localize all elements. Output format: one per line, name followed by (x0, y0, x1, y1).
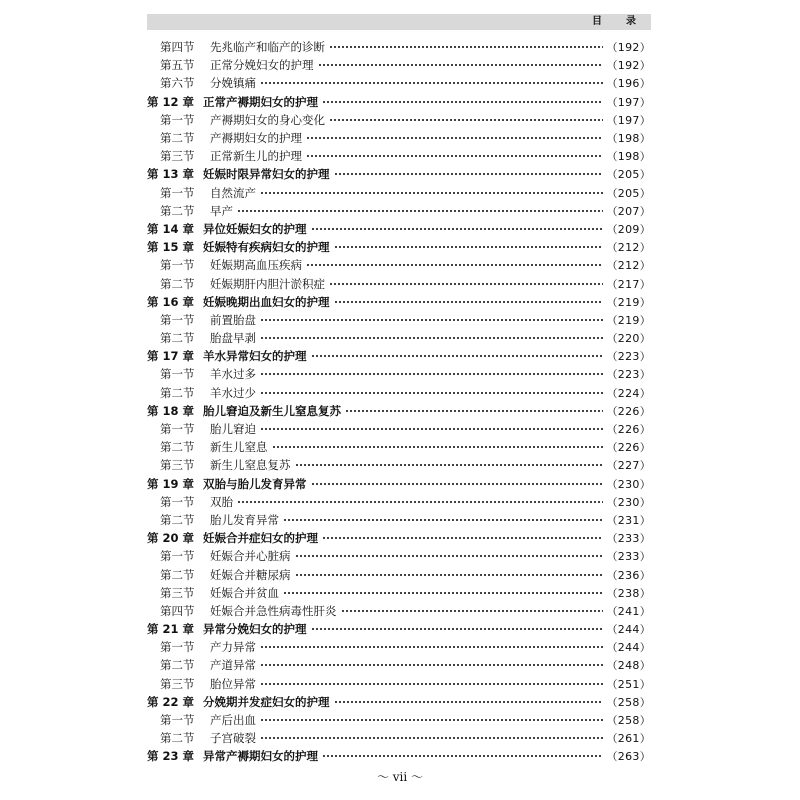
dot-leader (311, 482, 603, 486)
page-reference: （231） (606, 513, 651, 527)
chapter-title: 正常产褥期妇女的护理 (203, 94, 318, 109)
page-reference: （197） (606, 113, 651, 127)
section-title: 妊娠合并糖尿病 (210, 567, 291, 582)
toc-section-entry[interactable] (147, 111, 651, 129)
section-title: 产褥期妇女的护理 (210, 131, 302, 146)
chapter-title: 妊娠晚期出血妇女的护理 (203, 294, 330, 309)
section-number: 第二节 (160, 131, 195, 146)
page-reference: （263） (606, 750, 651, 764)
section-number: 第一节 (160, 258, 195, 273)
section-number: 第二节 (160, 440, 195, 455)
section-title: 妊娠期肝内胆汁淤积症 (210, 276, 325, 291)
toc-section-entry[interactable] (147, 493, 651, 511)
chapter-number: 第 17 章 (147, 349, 195, 364)
page-reference: （224） (606, 386, 651, 400)
dot-leader (283, 591, 603, 595)
chapter-number: 第 13 章 (147, 167, 195, 182)
section-number: 第二节 (160, 385, 195, 400)
toc-section-entry[interactable] (147, 184, 651, 202)
header-label: 目 录 (592, 16, 643, 27)
chapter-title: 异常分娩妇女的护理 (203, 622, 307, 637)
section-title: 妊娠合并贫血 (210, 585, 279, 600)
toc-section-entry[interactable] (147, 365, 651, 383)
section-title: 早产 (210, 203, 233, 218)
dot-leader (311, 227, 603, 231)
page-reference: （223） (606, 368, 651, 382)
page-reference: （197） (606, 95, 651, 109)
page-reference: （244） (606, 623, 651, 637)
chapter-number: 第 16 章 (147, 294, 195, 309)
section-title: 双胎 (210, 494, 233, 509)
section-number: 第二节 (160, 203, 195, 218)
page-reference: （230） (606, 477, 651, 491)
page-reference: （205） (606, 168, 651, 182)
dot-leader (311, 627, 603, 631)
page-reference: （238） (606, 586, 651, 600)
chapter-number: 第 14 章 (147, 221, 195, 236)
page-reference: （258） (606, 695, 651, 709)
page-reference: （220） (606, 332, 651, 346)
dot-leader (260, 645, 603, 649)
section-number: 第一节 (160, 494, 195, 509)
chapter-number: 第 12 章 (147, 94, 195, 109)
toc-chapter-entry[interactable] (147, 220, 651, 238)
toc-section-entry[interactable] (147, 256, 651, 274)
toc-section-entry[interactable] (147, 202, 651, 220)
section-title: 先兆临产和临产的诊断 (210, 40, 325, 55)
toc-section-entry[interactable] (147, 456, 651, 474)
toc-section-entry[interactable] (147, 274, 651, 292)
dot-leader (334, 245, 603, 249)
page-reference: （198） (606, 150, 651, 164)
section-number: 第三节 (160, 458, 195, 473)
section-title: 羊水过少 (210, 385, 256, 400)
section-number: 第二节 (160, 567, 195, 582)
page-reference: （192） (606, 41, 651, 55)
dot-leader (334, 172, 603, 176)
header-bar (147, 14, 651, 30)
toc-section-entry[interactable] (147, 311, 651, 329)
dot-leader (260, 427, 603, 431)
page-reference: （248） (606, 659, 651, 673)
chapter-number: 第 23 章 (147, 749, 195, 764)
toc-section-entry[interactable] (147, 565, 651, 583)
chapter-title: 羊水异常妇女的护理 (203, 349, 307, 364)
toc-section-entry[interactable] (147, 729, 651, 747)
toc-section-entry[interactable] (147, 511, 651, 529)
page-reference: （219） (606, 295, 651, 309)
section-title: 产后出血 (210, 713, 256, 728)
toc-section-entry[interactable] (147, 438, 651, 456)
page-reference: （209） (606, 222, 651, 236)
section-title: 妊娠合并急性病毒性肝炎 (210, 603, 337, 618)
section-title: 产力异常 (210, 640, 256, 655)
dot-leader (260, 736, 603, 740)
section-title: 胎盘早剥 (210, 331, 256, 346)
page-reference: （227） (606, 459, 651, 473)
section-number: 第二节 (160, 276, 195, 291)
toc-section-entry[interactable] (147, 656, 651, 674)
dot-leader (237, 209, 603, 213)
section-title: 正常分娩妇女的护理 (210, 58, 314, 73)
page-reference: （226） (606, 404, 651, 418)
dot-leader (334, 300, 603, 304)
toc-section-entry[interactable] (147, 711, 651, 729)
chapter-title: 异常产褥期妇女的护理 (203, 749, 318, 764)
section-number: 第二节 (160, 731, 195, 746)
dot-leader (260, 663, 603, 667)
page-reference: （207） (606, 204, 651, 218)
section-title: 妊娠合并心脏病 (210, 549, 291, 564)
page-reference: （192） (606, 59, 651, 73)
chapter-number: 第 19 章 (147, 476, 195, 491)
section-number: 第三节 (160, 149, 195, 164)
chapter-title: 双胎与胎儿发育异常 (203, 476, 307, 491)
dot-leader (295, 554, 603, 558)
toc-section-entry[interactable] (147, 384, 651, 402)
section-number: 第四节 (160, 603, 195, 618)
page-reference: （226） (606, 441, 651, 455)
chapter-number: 第 22 章 (147, 694, 195, 709)
toc-section-entry[interactable] (147, 129, 651, 147)
toc-section-entry[interactable] (147, 584, 651, 602)
section-title: 羊水过多 (210, 367, 256, 382)
toc-chapter-entry[interactable] (147, 165, 651, 183)
page-reference: （219） (606, 313, 651, 327)
section-number: 第二节 (160, 658, 195, 673)
toc-section-entry[interactable] (147, 38, 651, 56)
dot-leader (260, 391, 603, 395)
dot-leader (260, 318, 603, 322)
page-reference: （223） (606, 350, 651, 364)
toc-chapter-entry[interactable] (147, 402, 651, 420)
section-number: 第四节 (160, 40, 195, 55)
page-reference: （226） (606, 423, 651, 437)
page-reference: （212） (606, 241, 651, 255)
page-reference: （261） (606, 732, 651, 746)
page-reference: （205） (606, 186, 651, 200)
page-reference: （198） (606, 132, 651, 146)
toc-section-entry[interactable] (147, 329, 651, 347)
section-number: 第三节 (160, 585, 195, 600)
section-title: 胎位异常 (210, 676, 256, 691)
section-number: 第一节 (160, 713, 195, 728)
section-title: 妊娠期高血压疾病 (210, 258, 302, 273)
page-reference: （230） (606, 495, 651, 509)
toc-section-entry[interactable] (147, 56, 651, 74)
section-number: 第一节 (160, 422, 195, 437)
section-number: 第二节 (160, 331, 195, 346)
dot-leader (306, 263, 603, 267)
section-number: 第五节 (160, 58, 195, 73)
section-number: 第一节 (160, 367, 195, 382)
toc-section-entry[interactable] (147, 675, 651, 693)
dot-leader (260, 718, 603, 722)
toc-chapter-entry[interactable] (147, 238, 651, 256)
dot-leader (295, 463, 603, 467)
chapter-title: 分娩期并发症妇女的护理 (203, 694, 330, 709)
chapter-title: 妊娠特有疾病妇女的护理 (203, 240, 330, 255)
page-reference: （233） (606, 532, 651, 546)
section-title: 前置胎盘 (210, 312, 256, 327)
dot-leader (295, 573, 603, 577)
dot-leader (329, 45, 603, 49)
dot-leader (322, 754, 603, 758)
section-title: 产褥期妇女的身心变化 (210, 112, 325, 127)
page-reference: （233） (606, 550, 651, 564)
toc-section-entry[interactable] (147, 638, 651, 656)
section-title: 子宫破裂 (210, 731, 256, 746)
chapter-title: 妊娠合并症妇女的护理 (203, 531, 318, 546)
page-reference: （217） (606, 277, 651, 291)
dot-leader (306, 136, 603, 140)
toc-section-entry[interactable] (147, 74, 651, 92)
section-number: 第一节 (160, 112, 195, 127)
toc-section-entry[interactable] (147, 420, 651, 438)
page-reference: （236） (606, 568, 651, 582)
dot-leader (237, 500, 603, 504)
chapter-number: 第 21 章 (147, 622, 195, 637)
section-title: 胎儿发育异常 (210, 512, 279, 527)
table-of-contents (147, 38, 651, 766)
chapter-title: 胎儿窘迫及新生儿窒息复苏 (203, 403, 341, 418)
section-number: 第一节 (160, 185, 195, 200)
page-reference: （241） (606, 604, 651, 618)
toc-chapter-entry[interactable] (147, 747, 651, 765)
dot-leader (322, 100, 603, 104)
toc-section-entry[interactable] (147, 147, 651, 165)
dot-leader (334, 700, 603, 704)
section-number: 第一节 (160, 549, 195, 564)
toc-chapter-entry[interactable] (147, 620, 651, 638)
dot-leader (318, 63, 603, 67)
section-title: 分娩镇痛 (210, 76, 256, 91)
section-title: 胎儿窘迫 (210, 422, 256, 437)
toc-section-entry[interactable] (147, 547, 651, 565)
section-number: 第一节 (160, 312, 195, 327)
dot-leader (341, 609, 603, 613)
chapter-number: 第 20 章 (147, 531, 195, 546)
chapter-title: 异位妊娠妇女的护理 (203, 221, 307, 236)
dot-leader (260, 372, 603, 376)
toc-chapter-entry[interactable] (147, 475, 651, 493)
toc-chapter-entry[interactable] (147, 529, 651, 547)
toc-chapter-entry[interactable] (147, 93, 651, 111)
page-number: ～ vii ～ (376, 770, 424, 784)
page-reference: （212） (606, 259, 651, 273)
toc-section-entry[interactable] (147, 602, 651, 620)
page-reference: （251） (606, 677, 651, 691)
toc-chapter-entry[interactable] (147, 293, 651, 311)
chapter-number: 第 15 章 (147, 240, 195, 255)
page-reference: （258） (606, 714, 651, 728)
chapter-number: 第 18 章 (147, 403, 195, 418)
dot-leader (322, 536, 603, 540)
toc-chapter-entry[interactable] (147, 693, 651, 711)
dot-leader (283, 518, 603, 522)
dot-leader (260, 191, 603, 195)
chapter-title: 妊娠时限异常妇女的护理 (203, 167, 330, 182)
toc-chapter-entry[interactable] (147, 347, 651, 365)
section-number: 第三节 (160, 676, 195, 691)
section-title: 自然流产 (210, 185, 256, 200)
section-title: 产道异常 (210, 658, 256, 673)
dot-leader (345, 409, 603, 413)
dot-leader (311, 354, 603, 358)
dot-leader (260, 336, 603, 340)
section-title: 新生儿窒息复苏 (210, 458, 291, 473)
section-number: 第六节 (160, 76, 195, 91)
dot-leader (272, 445, 603, 449)
dot-leader (260, 682, 603, 686)
page-reference: （244） (606, 641, 651, 655)
dot-leader (329, 282, 603, 286)
dot-leader (329, 118, 603, 122)
dot-leader (260, 81, 603, 85)
section-number: 第二节 (160, 512, 195, 527)
section-title: 新生儿窒息 (210, 440, 268, 455)
section-number: 第一节 (160, 640, 195, 655)
section-title: 正常新生儿的护理 (210, 149, 302, 164)
dot-leader (306, 154, 603, 158)
page-reference: （196） (606, 77, 651, 91)
